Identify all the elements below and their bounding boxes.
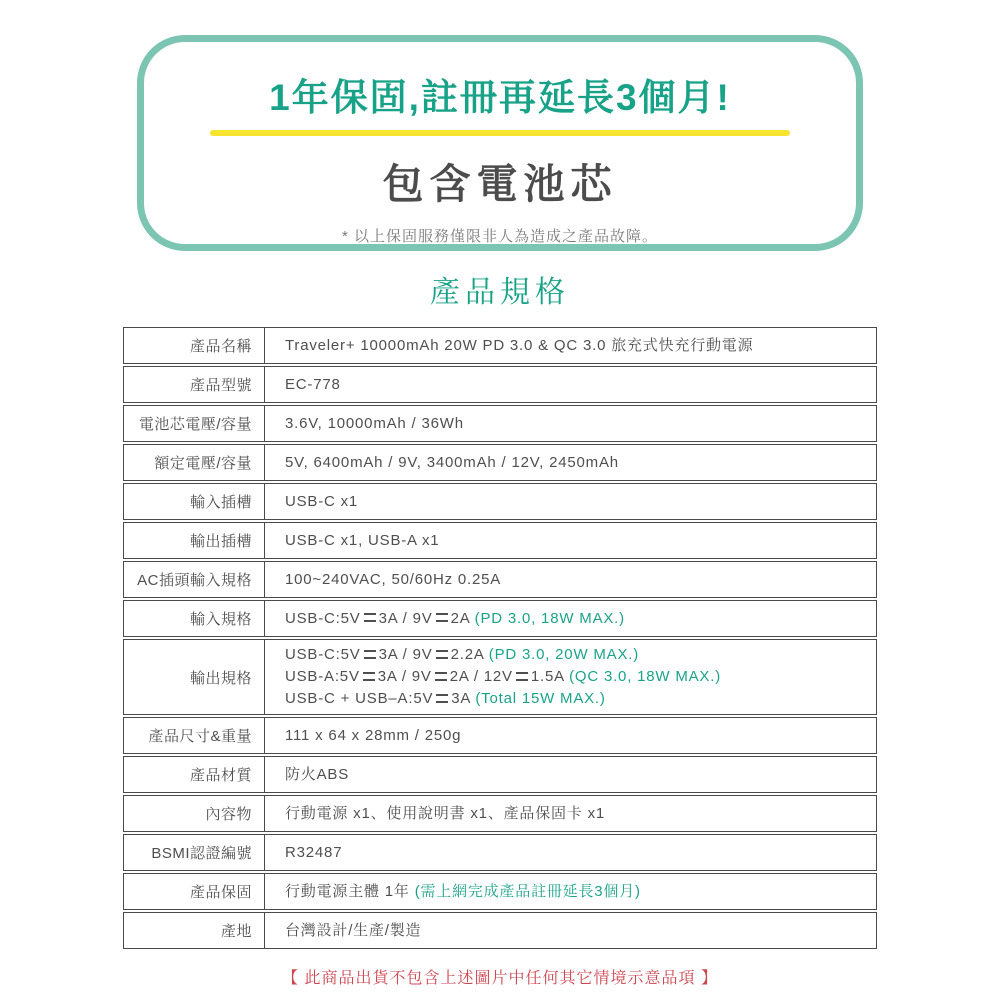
spec-value-line: USB-C x1 bbox=[285, 492, 359, 510]
spec-value-line: USB-C x1, USB-A x1 bbox=[285, 531, 440, 549]
spec-accent-text: (需上網完成產品註冊延長3個月) bbox=[414, 882, 641, 900]
spec-label: 輸出插槽 bbox=[124, 523, 265, 558]
footer-disclaimer: 【 此商品出貨不包含上述圖片中任何其它情境示意品項 】 bbox=[282, 970, 718, 987]
spec-table bbox=[123, 327, 877, 949]
spec-value bbox=[265, 328, 876, 363]
spec-row bbox=[123, 717, 877, 754]
yellow-underline bbox=[210, 130, 790, 136]
warranty-subtitle: 包含電池芯 bbox=[382, 161, 618, 207]
warranty-title: 1年保固,註冊再延長3個月! bbox=[269, 77, 731, 118]
spec-row bbox=[123, 795, 877, 832]
spec-value-line: EC-778 bbox=[285, 375, 341, 393]
spec-row bbox=[123, 522, 877, 559]
spec-value-line: 行動電源主體 1年 (需上網完成產品註冊延長3個月) bbox=[285, 882, 641, 900]
spec-label: BSMI認證編號 bbox=[124, 835, 265, 870]
warranty-note: * 以上保固服務僅限非人為造成之產品故障。 bbox=[341, 228, 658, 245]
dc-symbol bbox=[436, 613, 448, 622]
spec-label: 產地 bbox=[124, 913, 265, 948]
spec-row bbox=[123, 405, 877, 442]
dc-symbol bbox=[363, 672, 375, 681]
spec-value-line: USB-C:5V 3A / 9V 2.2A (PD 3.0, 20W MAX.) bbox=[285, 646, 640, 663]
spec-value-line: 台灣設計/生產/製造 bbox=[285, 921, 422, 939]
spec-value bbox=[265, 874, 876, 909]
spec-accent-text: (Total 15W MAX.) bbox=[475, 690, 606, 707]
spec-label: 產品型號 bbox=[124, 367, 265, 402]
spec-label: 產品尺寸&重量 bbox=[124, 718, 265, 753]
spec-value-line: 防火ABS bbox=[285, 765, 350, 783]
spec-value bbox=[265, 757, 876, 792]
spec-label: 輸入規格 bbox=[124, 601, 265, 636]
spec-label: 產品材質 bbox=[124, 757, 265, 792]
spec-row bbox=[123, 834, 877, 871]
warranty-banner bbox=[137, 35, 863, 251]
spec-row bbox=[123, 366, 877, 403]
dc-symbol bbox=[435, 672, 447, 681]
spec-value-line: USB-C + USB–A:5V 3A (Total 15W MAX.) bbox=[285, 690, 606, 707]
spec-row bbox=[123, 327, 877, 364]
spec-label: 電池芯電壓/容量 bbox=[124, 406, 265, 441]
spec-value-line: R32487 bbox=[285, 843, 343, 861]
spec-row bbox=[123, 639, 877, 715]
spec-row bbox=[123, 756, 877, 793]
dc-symbol bbox=[436, 650, 448, 659]
spec-row bbox=[123, 483, 877, 520]
spec-value-line: 行動電源 x1、使用說明書 x1、產品保固卡 x1 bbox=[285, 804, 606, 822]
spec-label: 輸出規格 bbox=[124, 640, 265, 714]
dc-symbol bbox=[436, 694, 448, 703]
spec-label: AC插頭輸入規格 bbox=[124, 562, 265, 597]
spec-value bbox=[265, 718, 876, 753]
spec-accent-text: (PD 3.0, 18W MAX.) bbox=[474, 609, 625, 627]
spec-value-line: USB-C:5V 3A / 9V 2A (PD 3.0, 18W MAX.) bbox=[285, 609, 625, 627]
spec-label: 產品保固 bbox=[124, 874, 265, 909]
spec-value-line: USB-A:5V 3A / 9V 2A / 12V 1.5A (QC 3.0, 18W MAX.) bbox=[285, 668, 722, 685]
spec-value-line: Traveler+ 10000mAh 20W PD 3.0 & QC 3.0 旅充式快充行動電源 bbox=[285, 336, 754, 354]
spec-value bbox=[265, 835, 876, 870]
spec-value bbox=[265, 796, 876, 831]
spec-accent-text: (PD 3.0, 20W MAX.) bbox=[488, 646, 640, 663]
section-heading: 產品規格 bbox=[430, 276, 570, 309]
spec-value bbox=[265, 601, 876, 636]
spec-label: 產品名稱 bbox=[124, 328, 265, 363]
spec-value-line: 5V, 6400mAh / 9V, 3400mAh / 12V, 2450mAh bbox=[285, 453, 619, 471]
spec-row bbox=[123, 444, 877, 481]
spec-value-line: 111 x 64 x 28mm / 250g bbox=[285, 726, 462, 744]
spec-value-line: 3.6V, 10000mAh / 36Wh bbox=[285, 414, 464, 432]
spec-value bbox=[265, 367, 876, 402]
dc-symbol bbox=[364, 613, 376, 622]
spec-row bbox=[123, 912, 877, 949]
spec-row bbox=[123, 600, 877, 637]
dc-symbol bbox=[516, 672, 528, 681]
spec-value-line: 100~240VAC, 50/60Hz 0.25A bbox=[285, 570, 502, 588]
dc-symbol bbox=[364, 650, 376, 659]
spec-value bbox=[265, 562, 876, 597]
spec-value bbox=[265, 484, 876, 519]
spec-accent-text: (QC 3.0, 18W MAX.) bbox=[569, 668, 722, 685]
spec-label: 輸入插槽 bbox=[124, 484, 265, 519]
spec-value bbox=[265, 445, 876, 480]
spec-row bbox=[123, 873, 877, 910]
spec-row bbox=[123, 561, 877, 598]
spec-value bbox=[265, 523, 876, 558]
spec-label: 額定電壓/容量 bbox=[124, 445, 265, 480]
spec-label: 內容物 bbox=[124, 796, 265, 831]
spec-value bbox=[265, 406, 876, 441]
spec-value bbox=[265, 913, 876, 948]
spec-value bbox=[265, 640, 876, 714]
